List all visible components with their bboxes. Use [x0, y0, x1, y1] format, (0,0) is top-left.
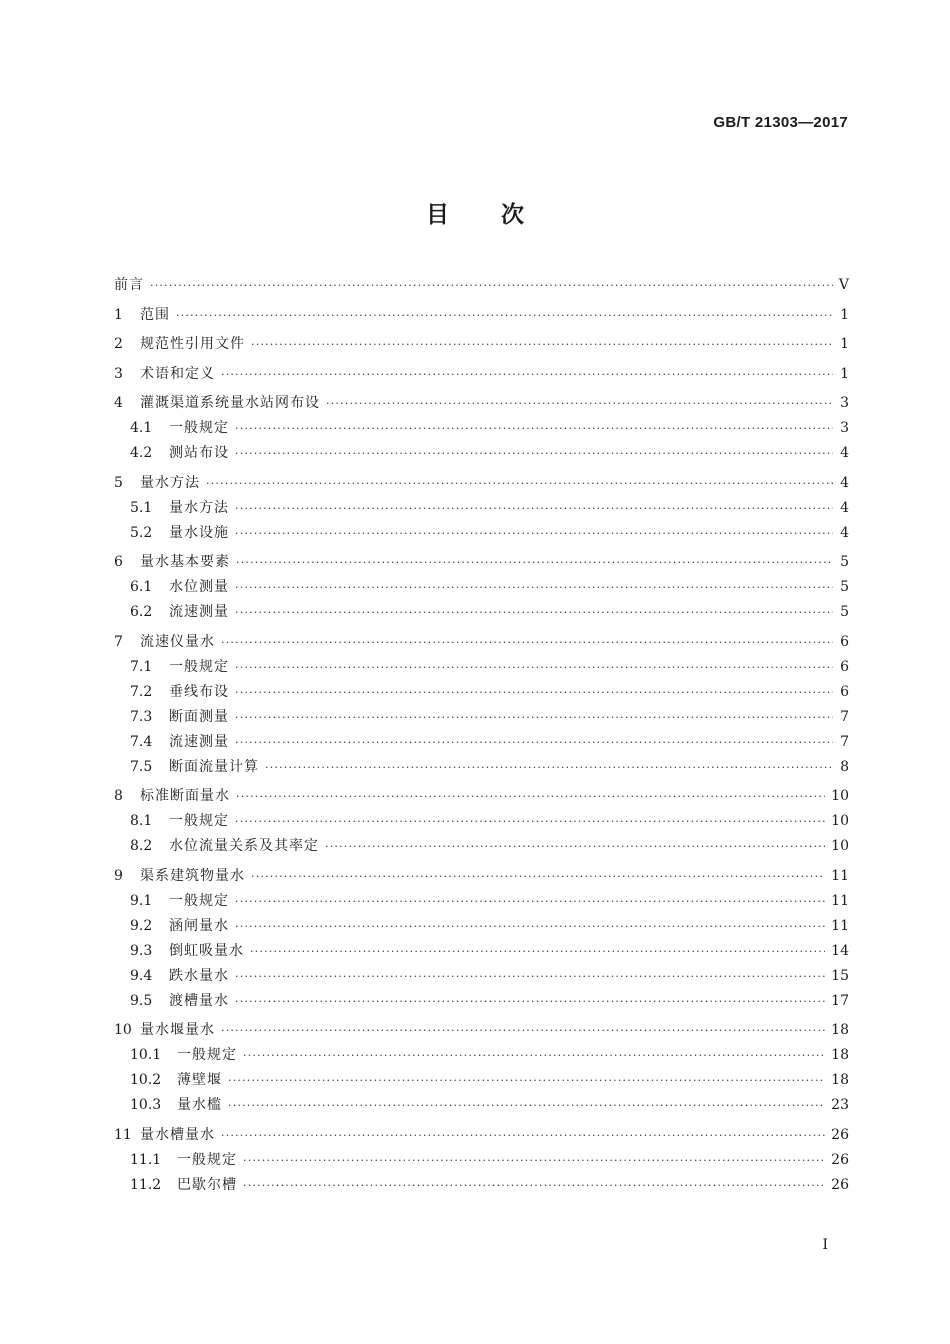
toc-entry[interactable]: [114, 834, 849, 859]
toc-entry[interactable]: [114, 630, 849, 655]
toc-entry-label: 流速测量: [169, 733, 229, 750]
toc-dot-leader: [176, 303, 833, 328]
toc-entry-page: 4: [840, 524, 849, 541]
toc-dot-leader: [265, 755, 833, 780]
toc-entry-number: 9.3: [130, 942, 153, 959]
toc-entry-label: 巴歇尔槽: [177, 1176, 237, 1193]
toc-dot-leader: [221, 630, 833, 655]
toc-entry-label: 一般规定: [169, 813, 229, 829]
toc-entry-page: 5: [840, 604, 849, 620]
toc-entry-label: 水位测量: [169, 579, 229, 595]
toc-dot-leader: [326, 391, 833, 416]
toc-entry-number: 10.2: [130, 1072, 162, 1088]
toc-entry[interactable]: [114, 332, 849, 357]
toc-entry-number: 6: [114, 554, 123, 570]
toc-entry-number: 6.2: [130, 604, 153, 620]
toc-entry-page: 6: [840, 683, 849, 700]
toc-entry[interactable]: [114, 441, 849, 466]
toc-entry-number: 10: [114, 1022, 132, 1038]
toc-entry-label: 倒虹吸量水: [169, 942, 244, 959]
toc-entry-page: 5: [840, 554, 849, 570]
toc-entry-page: 18: [831, 1022, 849, 1038]
toc-entry[interactable]: [114, 1093, 849, 1118]
toc-entry-page: V: [838, 277, 849, 293]
toc-entry[interactable]: [114, 864, 849, 889]
toc-entry[interactable]: [114, 1018, 849, 1043]
toc-entry-label: 流速仪量水: [140, 633, 215, 650]
toc-dot-leader: [235, 730, 833, 755]
toc-entry-page: 8: [840, 758, 849, 775]
toc-dot-leader: [235, 600, 833, 625]
toc-dot-leader: [221, 362, 833, 387]
toc-dot-leader: [251, 332, 833, 357]
toc-entry-page: 10: [831, 813, 849, 829]
toc-entry[interactable]: [114, 1173, 849, 1198]
toc-entry-label: 薄壁堰: [177, 1072, 222, 1088]
toc-entry-label: 一般规定: [177, 1047, 237, 1063]
toc-entry-number: 7.4: [130, 733, 153, 750]
toc-entry-label: 断面测量: [169, 708, 229, 725]
toc-entry-number: 8.1: [130, 813, 153, 829]
toc-entry[interactable]: [114, 1123, 849, 1148]
toc-entry[interactable]: [114, 550, 849, 575]
toc-entry[interactable]: [114, 575, 849, 600]
toc-dot-leader: [235, 416, 833, 441]
toc-entry-page: 11: [831, 892, 849, 909]
toc-entry-number: 9.2: [130, 917, 153, 934]
toc-entry-number: 9.5: [130, 992, 153, 1009]
toc-entry-number: 2: [114, 336, 123, 352]
toc-entry-page: 15: [831, 967, 849, 984]
toc-dot-leader: [235, 809, 825, 834]
toc-entry-label: 一般规定: [177, 1151, 237, 1168]
toc-entry-page: 11: [831, 917, 849, 934]
toc-entry-label: 量水方法: [169, 499, 229, 516]
toc-dot-leader: [235, 680, 833, 705]
toc-entry[interactable]: [114, 521, 849, 546]
toc-entry[interactable]: [114, 1043, 849, 1068]
toc-entry-label: 范围: [140, 306, 170, 323]
toc-entry[interactable]: [114, 303, 849, 328]
toc-entry-label: 测站布设: [169, 445, 229, 461]
toc-entry-number: 4: [114, 395, 123, 411]
toc-entry-page: 11: [831, 867, 849, 884]
toc-entry-page: 14: [831, 942, 849, 959]
toc-entry-number: 4.2: [130, 445, 153, 461]
toc-entry-number: 7.3: [130, 708, 153, 725]
toc-entry-label: 一般规定: [169, 658, 229, 675]
toc-entry-page: 26: [831, 1126, 849, 1143]
toc-entry-label: 水位流量关系及其率定: [169, 838, 319, 854]
toc-entry-page: 18: [831, 1072, 849, 1088]
toc-dot-leader: [228, 1068, 825, 1093]
footer-page-number: I: [822, 1237, 828, 1253]
toc-entry[interactable]: [114, 705, 849, 730]
toc-entry-label: 涵闸量水: [169, 917, 229, 934]
toc-dot-leader: [235, 989, 825, 1014]
toc-entry-page: 4: [840, 445, 849, 461]
toc-entry-label: 术语和定义: [140, 365, 215, 382]
toc-entry-number: 11: [114, 1126, 132, 1143]
toc-entry-page: 17: [831, 992, 849, 1009]
toc-entry[interactable]: [114, 989, 849, 1014]
toc-entry-page: 6: [840, 658, 849, 675]
toc-entry-page: 7: [840, 708, 849, 725]
toc-dot-leader: [235, 496, 833, 521]
toc-entry-number: 7.2: [130, 683, 153, 700]
toc-entry[interactable]: [114, 273, 849, 298]
toc-entry[interactable]: [114, 784, 849, 809]
toc-entry[interactable]: [114, 416, 849, 441]
toc-entry-number: 9.1: [130, 892, 153, 909]
table-of-contents: [114, 273, 849, 1198]
toc-entry[interactable]: [114, 655, 849, 680]
toc-entry-label: 量水设施: [169, 524, 229, 541]
toc-entry-label: 量水堰量水: [140, 1022, 215, 1038]
toc-entry-page: 10: [831, 788, 849, 804]
toc-dot-leader: [221, 1018, 825, 1043]
toc-dot-leader: [228, 1093, 825, 1118]
toc-dot-leader: [235, 964, 825, 989]
toc-entry-label: 规范性引用文件: [140, 336, 245, 352]
toc-dot-leader: [235, 655, 833, 680]
toc-entry[interactable]: [114, 680, 849, 705]
toc-dot-leader: [235, 441, 833, 466]
toc-entry[interactable]: [114, 809, 849, 834]
toc-entry-number: 7.5: [130, 758, 153, 775]
toc-entry-label: 量水基本要素: [140, 554, 230, 570]
toc-entry-number: 7.1: [130, 658, 153, 675]
toc-entry-label: 量水方法: [140, 474, 200, 491]
toc-entry[interactable]: [114, 730, 849, 755]
toc-dot-leader: [235, 705, 833, 730]
toc-entry-label: 一般规定: [169, 892, 229, 909]
toc-dot-leader: [221, 1123, 825, 1148]
toc-entry-number: 6.1: [130, 579, 153, 595]
toc-entry-label: 流速测量: [169, 604, 229, 620]
toc-entry[interactable]: [114, 964, 849, 989]
toc-entry-page: 18: [831, 1047, 849, 1063]
toc-dot-leader: [236, 550, 833, 575]
toc-dot-leader: [206, 471, 833, 496]
toc-entry-number: 3: [114, 365, 123, 382]
toc-entry-label: 垂线布设: [169, 683, 229, 700]
toc-entry[interactable]: [114, 600, 849, 625]
toc-entry[interactable]: [114, 889, 849, 914]
toc-dot-leader: [325, 834, 825, 859]
toc-dot-leader: [243, 1148, 825, 1173]
toc-entry-label: 量水槽量水: [140, 1126, 215, 1143]
toc-entry-number: 8: [114, 788, 123, 804]
toc-entry-label: 渡槽量水: [169, 992, 229, 1009]
toc-dot-leader: [235, 914, 825, 939]
toc-entry[interactable]: [114, 496, 849, 521]
toc-entry-number: 7: [114, 633, 123, 650]
toc-entry[interactable]: [114, 362, 849, 387]
toc-dot-leader: [251, 864, 825, 889]
toc-dot-leader: [243, 1043, 825, 1068]
toc-entry-label: 断面流量计算: [169, 758, 259, 775]
toc-entry-label: 标准断面量水: [140, 788, 230, 804]
toc-dot-leader: [235, 889, 825, 914]
toc-entry-label: 跌水量水: [169, 967, 229, 984]
toc-entry-number: 10.3: [130, 1097, 162, 1113]
toc-entry-page: 5: [840, 579, 849, 595]
standard-code: GB/T 21303—2017: [713, 114, 848, 131]
toc-entry-page: 7: [840, 733, 849, 750]
toc-entry-number: 5.1: [130, 499, 153, 516]
toc-entry-page: 23: [831, 1097, 849, 1113]
toc-entry-page: 1: [840, 306, 849, 323]
toc-dot-leader: [236, 784, 825, 809]
toc-entry-page: 10: [831, 838, 849, 854]
toc-entry-number: 1: [114, 306, 123, 323]
toc-entry-number: 9.4: [130, 967, 153, 984]
toc-dot-leader: [250, 939, 825, 964]
toc-entry-number: 11.1: [130, 1151, 162, 1168]
toc-entry-page: 4: [840, 474, 849, 491]
toc-entry-page: 3: [840, 395, 849, 411]
toc-entry-page: 3: [840, 420, 849, 436]
toc-entry-number: 10.1: [130, 1047, 162, 1063]
toc-entry-label: 一般规定: [169, 420, 229, 436]
toc-dot-leader: [243, 1173, 825, 1198]
toc-entry-page: 26: [831, 1151, 849, 1168]
toc-entry[interactable]: [114, 471, 849, 496]
toc-entry-number: 11.2: [130, 1176, 162, 1193]
toc-entry-number: 9: [114, 867, 123, 884]
toc-entry-page: 26: [831, 1176, 849, 1193]
toc-entry-label: 前言: [114, 277, 144, 293]
toc-entry-number: 8.2: [130, 838, 153, 854]
toc-entry-number: 5: [114, 474, 123, 491]
toc-entry-number: 4.1: [130, 420, 153, 436]
toc-entry-page: 4: [840, 499, 849, 516]
toc-entry[interactable]: [114, 1148, 849, 1173]
toc-dot-leader: [235, 521, 833, 546]
toc-entry[interactable]: [114, 755, 849, 780]
toc-entry[interactable]: [114, 391, 849, 416]
page-title: 目次: [426, 201, 576, 228]
toc-entry-label: 灌溉渠道系统量水站网布设: [140, 395, 320, 411]
toc-entry-page: 1: [840, 336, 849, 352]
toc-dot-leader: [235, 575, 833, 600]
toc-dot-leader: [150, 273, 833, 298]
toc-entry[interactable]: [114, 1068, 849, 1093]
toc-entry-page: 6: [840, 633, 849, 650]
toc-entry-page: 1: [840, 365, 849, 382]
toc-entry[interactable]: [114, 914, 849, 939]
toc-entry-label: 量水槛: [177, 1097, 222, 1113]
toc-entry-number: 5.2: [130, 524, 153, 541]
toc-entry[interactable]: [114, 939, 849, 964]
toc-entry-label: 渠系建筑物量水: [140, 867, 245, 884]
